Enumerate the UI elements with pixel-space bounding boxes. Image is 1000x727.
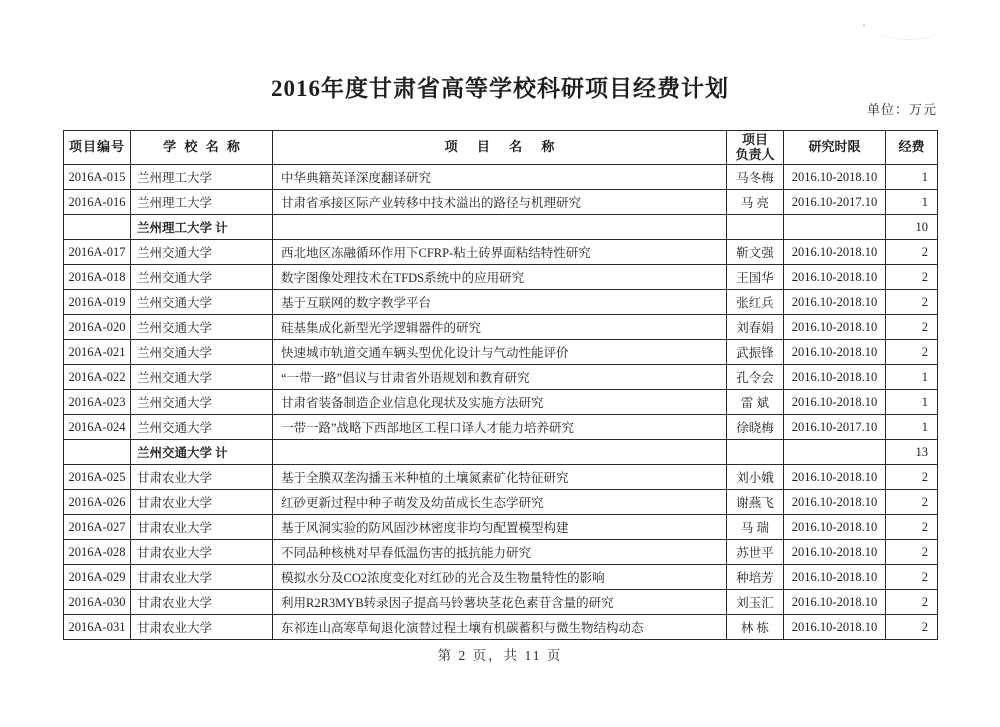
project-name-cell: 一带一路”战略下西部地区工程口译人才能力培养研究 bbox=[273, 415, 727, 440]
project-name-cell: 模拟水分及CO2浓度变化对红砂的光合及生物量特性的影响 bbox=[273, 565, 727, 590]
fund-cell: 10 bbox=[886, 215, 938, 240]
leader-cell: 张红兵 bbox=[727, 290, 784, 315]
project-name-cell: 红砂更新过程中种子萌发及幼苗成长生态学研究 bbox=[273, 490, 727, 515]
scan-artifact-dot bbox=[863, 24, 865, 27]
table-row bbox=[64, 240, 938, 265]
fund-cell: 2 bbox=[886, 265, 938, 290]
table-row bbox=[64, 565, 938, 590]
table-row bbox=[64, 515, 938, 540]
fund-cell: 2 bbox=[886, 540, 938, 565]
project-id-cell: 2016A-030 bbox=[64, 590, 131, 615]
project-id-cell: 2016A-031 bbox=[64, 615, 131, 640]
table-row bbox=[64, 415, 938, 440]
period-cell: 2016.10-2018.10 bbox=[784, 365, 886, 390]
leader-cell: 靳文强 bbox=[727, 240, 784, 265]
period-cell: 2016.10-2018.10 bbox=[784, 565, 886, 590]
table-row bbox=[64, 615, 938, 640]
table-row bbox=[64, 165, 938, 190]
project-id-cell: 2016A-028 bbox=[64, 540, 131, 565]
school-name-cell: 兰州理工大学 计 bbox=[131, 215, 273, 240]
period-cell: 2016.10-2017.10 bbox=[784, 415, 886, 440]
leader-cell: 徐晓梅 bbox=[727, 415, 784, 440]
project-id-cell: 2016A-021 bbox=[64, 340, 131, 365]
project-name-cell: “一带一路”倡议与甘肃省外语规划和教育研究 bbox=[273, 365, 727, 390]
header-research-period: 研究时限 bbox=[784, 131, 886, 165]
project-id-cell: 2016A-024 bbox=[64, 415, 131, 440]
project-name-cell: 中华典籍英译深度翻译研究 bbox=[273, 165, 727, 190]
subtotal-row bbox=[64, 440, 938, 465]
fund-cell: 2 bbox=[886, 240, 938, 265]
period-cell: 2016.10-2018.10 bbox=[784, 390, 886, 415]
header-school-name: 学 校 名 称 bbox=[131, 131, 273, 165]
header-leader-line2: 负责人 bbox=[735, 146, 775, 162]
school-name-cell: 兰州交通大学 bbox=[131, 240, 273, 265]
project-name-cell bbox=[273, 440, 727, 465]
fund-cell: 1 bbox=[886, 190, 938, 215]
leader-cell: 武振锋 bbox=[727, 340, 784, 365]
table-row bbox=[64, 390, 938, 415]
period-cell: 2016.10-2018.10 bbox=[784, 265, 886, 290]
leader-cell: 林 栋 bbox=[727, 615, 784, 640]
header-project-name: 项 目 名 称 bbox=[273, 131, 727, 165]
school-name-cell: 兰州交通大学 bbox=[131, 415, 273, 440]
table-row bbox=[64, 190, 938, 215]
project-id-cell: 2016A-018 bbox=[64, 265, 131, 290]
project-id-cell: 2016A-020 bbox=[64, 315, 131, 340]
project-id-cell: 2016A-025 bbox=[64, 465, 131, 490]
fund-cell: 2 bbox=[886, 465, 938, 490]
project-name-cell: 不同品种核桃对早春低温伤害的抵抗能力研究 bbox=[273, 540, 727, 565]
period-cell bbox=[784, 440, 886, 465]
project-id-cell: 2016A-027 bbox=[64, 515, 131, 540]
page-title: 2016年度甘肃省高等学校科研项目经费计划 bbox=[271, 76, 729, 101]
leader-cell: 马冬梅 bbox=[727, 165, 784, 190]
project-id-cell: 2016A-022 bbox=[64, 365, 131, 390]
project-id-cell: 2016A-023 bbox=[64, 390, 131, 415]
project-name-cell bbox=[273, 215, 727, 240]
fund-cell: 2 bbox=[886, 515, 938, 540]
school-name-cell: 甘肃农业大学 bbox=[131, 590, 273, 615]
header-leader-line1: 项目 bbox=[741, 131, 768, 147]
project-name-cell: 甘肃省装备制造企业信息化现状及实施方法研究 bbox=[273, 390, 727, 415]
fund-cell: 2 bbox=[886, 340, 938, 365]
fund-cell: 2 bbox=[886, 615, 938, 640]
header-fund: 经费 bbox=[886, 131, 938, 165]
school-name-cell: 兰州交通大学 bbox=[131, 340, 273, 365]
fund-cell: 2 bbox=[886, 590, 938, 615]
fund-cell: 1 bbox=[886, 415, 938, 440]
school-name-cell: 甘肃农业大学 bbox=[131, 540, 273, 565]
leader-cell bbox=[727, 215, 784, 240]
period-cell: 2016.10-2018.10 bbox=[784, 465, 886, 490]
leader-cell: 马 瑞 bbox=[727, 515, 784, 540]
school-name-cell: 兰州交通大学 bbox=[131, 365, 273, 390]
leader-cell: 刘玉汇 bbox=[727, 590, 784, 615]
school-name-cell: 兰州交通大学 bbox=[131, 390, 273, 415]
period-cell: 2016.10-2018.10 bbox=[784, 340, 886, 365]
school-name-cell: 甘肃农业大学 bbox=[131, 490, 273, 515]
project-id-cell bbox=[64, 440, 131, 465]
period-cell: 2016.10-2017.10 bbox=[784, 190, 886, 215]
leader-cell bbox=[727, 440, 784, 465]
fund-cell: 2 bbox=[886, 315, 938, 340]
leader-cell: 种培芳 bbox=[727, 565, 784, 590]
header-row bbox=[64, 131, 938, 165]
header-project-leader bbox=[727, 131, 784, 165]
fund-cell: 2 bbox=[886, 565, 938, 590]
leader-cell: 王国华 bbox=[727, 265, 784, 290]
table-row bbox=[64, 340, 938, 365]
project-id-cell: 2016A-026 bbox=[64, 490, 131, 515]
school-name-cell: 甘肃农业大学 bbox=[131, 565, 273, 590]
period-cell: 2016.10-2018.10 bbox=[784, 490, 886, 515]
subtotal-row bbox=[64, 215, 938, 240]
leader-cell: 马 亮 bbox=[727, 190, 784, 215]
project-name-cell: 利用R2R3MYB转录因子提高马铃薯块茎花色素苷含量的研究 bbox=[273, 590, 727, 615]
school-name-cell: 兰州交通大学 bbox=[131, 265, 273, 290]
project-id-cell: 2016A-029 bbox=[64, 565, 131, 590]
period-cell: 2016.10-2018.10 bbox=[784, 165, 886, 190]
project-name-cell: 数字图像处理技术在TFDS系统中的应用研究 bbox=[273, 265, 727, 290]
project-name-cell: 基于风洞实验的防风固沙林密度非均匀配置模型构建 bbox=[273, 515, 727, 540]
period-cell: 2016.10-2018.10 bbox=[784, 240, 886, 265]
leader-cell: 谢燕飞 bbox=[727, 490, 784, 515]
project-name-cell: 基于互联网的数字教学平台 bbox=[273, 290, 727, 315]
project-id-cell: 2016A-019 bbox=[64, 290, 131, 315]
school-name-cell: 兰州交通大学 bbox=[131, 290, 273, 315]
fund-cell: 2 bbox=[886, 290, 938, 315]
table-row bbox=[64, 490, 938, 515]
period-cell: 2016.10-2018.10 bbox=[784, 290, 886, 315]
period-cell: 2016.10-2018.10 bbox=[784, 315, 886, 340]
project-name-cell: 西北地区冻融循环作用下CFRP-粘土砖界面粘结特性研究 bbox=[273, 240, 727, 265]
page-number: 第 2 页，共 11 页 bbox=[437, 648, 563, 663]
school-name-cell: 甘肃农业大学 bbox=[131, 465, 273, 490]
fund-cell: 2 bbox=[886, 490, 938, 515]
table-row bbox=[64, 290, 938, 315]
table-row bbox=[64, 315, 938, 340]
school-name-cell: 兰州交通大学 计 bbox=[131, 440, 273, 465]
school-name-cell: 兰州理工大学 bbox=[131, 165, 273, 190]
school-name-cell: 甘肃农业大学 bbox=[131, 515, 273, 540]
leader-cell: 苏世平 bbox=[727, 540, 784, 565]
school-name-cell: 甘肃农业大学 bbox=[131, 615, 273, 640]
table-row bbox=[64, 365, 938, 390]
table-header bbox=[64, 131, 938, 165]
unit-label: 单位：万元 bbox=[866, 102, 937, 117]
fund-cell: 1 bbox=[886, 165, 938, 190]
fund-cell: 1 bbox=[886, 365, 938, 390]
scan-artifact-curve bbox=[878, 20, 940, 40]
table-row bbox=[64, 540, 938, 565]
project-name-cell: 甘肃省承接区际产业转移中技术溢出的路径与机理研究 bbox=[273, 190, 727, 215]
funding-table bbox=[63, 130, 938, 640]
table-row bbox=[64, 465, 938, 490]
leader-cell: 雷 斌 bbox=[727, 390, 784, 415]
project-id-cell bbox=[64, 215, 131, 240]
project-name-cell: 快速城市轨道交通车辆头型优化设计与气动性能评价 bbox=[273, 340, 727, 365]
project-name-cell: 基于全膜双垄沟播玉米种植的土壤氮素矿化特征研究 bbox=[273, 465, 727, 490]
period-cell: 2016.10-2018.10 bbox=[784, 615, 886, 640]
project-id-cell: 2016A-017 bbox=[64, 240, 131, 265]
period-cell: 2016.10-2018.10 bbox=[784, 540, 886, 565]
table-row bbox=[64, 590, 938, 615]
period-cell: 2016.10-2018.10 bbox=[784, 515, 886, 540]
leader-cell: 孔令会 bbox=[727, 365, 784, 390]
header-project-id: 项目编号 bbox=[64, 131, 131, 165]
period-cell bbox=[784, 215, 886, 240]
project-name-cell: 东祁连山高寒草甸退化演替过程土壤有机碳蓄积与微生物结构动态 bbox=[273, 615, 727, 640]
table-row bbox=[64, 265, 938, 290]
school-name-cell: 兰州交通大学 bbox=[131, 315, 273, 340]
fund-cell: 1 bbox=[886, 390, 938, 415]
table-body bbox=[64, 165, 938, 640]
project-id-cell: 2016A-015 bbox=[64, 165, 131, 190]
leader-cell: 刘小娥 bbox=[727, 465, 784, 490]
leader-cell: 刘春娟 bbox=[727, 315, 784, 340]
project-id-cell: 2016A-016 bbox=[64, 190, 131, 215]
period-cell: 2016.10-2018.10 bbox=[784, 590, 886, 615]
school-name-cell: 兰州理工大学 bbox=[131, 190, 273, 215]
project-name-cell: 硅基集成化新型光学逻辑器件的研究 bbox=[273, 315, 727, 340]
fund-cell: 13 bbox=[886, 440, 938, 465]
